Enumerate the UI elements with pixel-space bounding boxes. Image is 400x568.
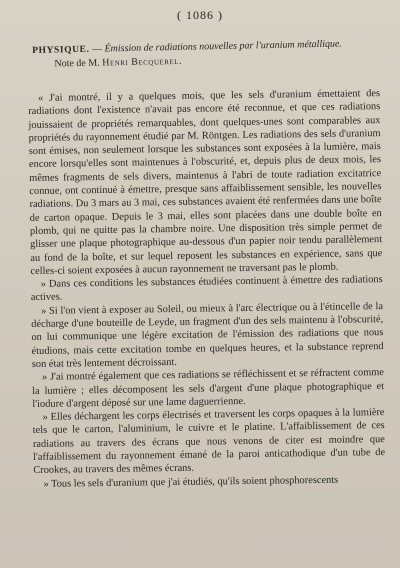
paragraph: « J'ai montré, il y a quelques mois, que les sels d'uranium émettaient des radiations dont l'existence n'avait pas encore été reconnue, et que ces radiations jouissaient de propriétés remarquables, dont quelques-unes sont comparables aux propriétés du rayonnement étudié par M. Röntgen. Les radiations des sels d'uranium sont émises, non seulement lorsque les substances sont exposées à la lumière, mais encore lorsqu'elles sont maintenues à l'obscurité, et, depuis plus de deux mois, les mêmes fragments de sels divers, maintenus à l'abri de toute radiation excitatrice connue, ont continué à émettre, presque sans affaiblissement sensible, les nouvelles radiations. Du 3 mars au 3 mai, ces substances avaient été renfermées dans une boîte de carton opaque. Depuis le 3 mai, elles sont placées dans une double boîte en plomb, qui ne quitte pas la chambre noire. Une disposition très simple permet de glisser une plaque photographique au-dessous d'un papier noir tendu parallèlement au fond de la boîte, et sur lequel reposent les substances en expérience, sans que celles-ci soient exposées à aucun rayonnement ne traversant pas le plomb. [28, 88, 383, 277]
note-suffix: . [178, 55, 182, 67]
note-prefix: Note de M. [54, 57, 103, 70]
article-body [28, 87, 386, 491]
section-label: PHYSIQUE. [32, 44, 90, 56]
paragraph: » Elles déchargent les corps électrisés et traversent les corps opaques à la lumière tels que le carton, l'aluminium, le cuivre et le platine. L'affaiblissement de ces radiations au travers des écrans que nous venons de citer est moindre que l'affaiblissement du rayonnement émané de la paroi anticathodique d'un tube de Crookes, au travers des mêmes écrans. [32, 407, 386, 477]
page-number: ( 1086 ) [177, 8, 223, 22]
paragraph: » J'ai montré également que ces radiations se réfléchissent et se réfractent comme la lumière ; elles décomposent les sels d'argent d'une plaque photographique et l'iodure d'argent déposé sur une lame daguerrienne. [32, 367, 385, 410]
paragraph: » Si l'on vient à exposer au Soleil, ou mieux à l'arc électrique ou à l'étincelle de la décharge d'une bouteille de Leyde, un fragment d'un des sels maintenu à l'obscurité, on lui communique une légère excitation de l'émission des radiations que nous étudions, mais cette excitation tombe en quelques heures, et la substance reprend son état très lentement décroissant. [31, 300, 384, 370]
article-header [32, 37, 373, 72]
author-name: Henri Becquerel [102, 55, 180, 69]
paragraph: » Tous les sels d'uranium que j'ai étudiés, qu'ils soient phosphorescents [43, 474, 339, 490]
article-title: Émission de radiations nouvelles par l'uranium métallique. [104, 38, 342, 55]
header-dash: — [89, 43, 105, 55]
paragraph: » Dans ces conditions les substances étudiées continuent à émettre des radiations actives. [30, 274, 383, 304]
